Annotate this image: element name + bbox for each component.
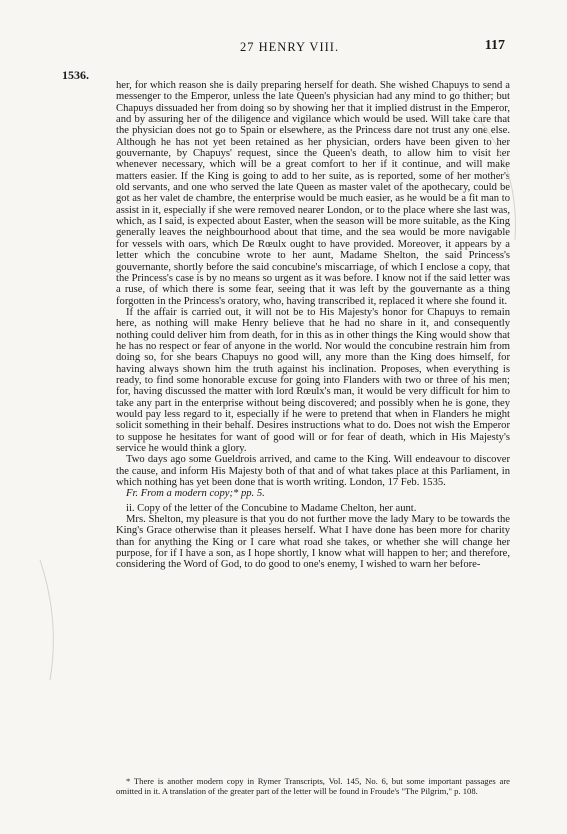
running-head [0, 40, 567, 58]
running-title: 27 HENRY VIII. [240, 40, 340, 54]
enclosure-heading: ii. Copy of the letter of the Concubine to Madame Chelton, her aunt. [126, 502, 417, 514]
footnotes [116, 776, 510, 796]
source-note: Fr. From a modern copy;* pp. 5. [126, 488, 265, 500]
footnote: * There is another modern copy in Rymer Transcripts, Vol. 145, No. 6, but some important passages are omitted in it. A translation of the greater part of the letter will be found in Froude's "The Pilgrim," p. 108. [116, 776, 510, 796]
paragraph-3: Two days ago some Gueldrois arrived, and came to the King. Will endeavour to discover the cause, and inform His Majesty both of that and of what takes place at this Parliament, in which nothing has yet been done that is worth writing. London, 17 Feb. 1535. [116, 454, 510, 489]
body-text [116, 80, 510, 571]
enclosure-text: Mrs. Shelton, my pleasure is that you do not further move the lady Mary to be towards the King's Grace otherwise than it pleases herself. What I have done has been more for charity than for anything the King or I care what road she takes, or whether she will change her purpose, for if I have a son, as I hope shortly, I know what will happen to her; and therefore, considering the Word of God, to do good to one's enemy, I wished to warn her before- [116, 514, 510, 571]
margin-year: 1536. [62, 68, 89, 82]
paragraph-1: her, for which reason she is daily preparing herself for death. She wished Chapuys to send a messenger to the Emperor, unless the late Queen's physician had any mind to go thither; but Chapuys dissuaded her from doing so by showing her that it implied distrust in the Emperor, and by assuring her of the diligence and vigilance which would be used. Will take care that the physician does not go to Spain or elsewhere, as the Princess dare not trust any one else. Although he has not yet been retained as her physician, orders have been given to her gouvernante, by Chapuys' request, since the Queen's death, to allow him to visit her whenever necessary, which will be a great comfort to her if it continue, and will make matters easier. If the King is going to add to her suite, as is reported, some of her mother's old servants, and one who served the late Queen as master valet of the apothecary, could be got as her valet de chambre, the enterprise would be much easier, as he would be a fit man to assist in it, especially if she were removed nearer London, or to the place where she last was, which, as I said, is expected about Easter, when the season will be more suitable, as the King generally leaves the neighbourhood about that time, and the sea would be more navigable for vessels with oars, which De Rœulx ought to have provided. Moreover, it appears by a letter which the concubine wrote to her aunt, Madame Shelton, the said Princess's gouvernante, shortly before the said concubine's miscarriage, of which I enclose a copy, that the Princess's case is by no means so urgent as it was before. I know not if the said letter was a ruse, of which there is some fear, seeing that it was left by the gouvernante as a thing forgotten in the Princess's oratory, who, having transcribed it, replaced it where she found it. [116, 80, 510, 307]
page-number: 117 [484, 38, 505, 53]
paragraph-2: If the affair is carried out, it will not be to His Majesty's honor for Chapuys to remain here, as nothing will make Henry believe that he had no share in it, and consequently nothing could deliver him from death, for in this as in other things the King would show that he has no respect or fear of anyone in the world. Nor would the concubine restrain him from doing so, for she bears Chapuys no good will, any more than the King does himself, for having always shown him the truth against his inclination. Proposes, when everything is ready, to find some honorable excuse for going into Flanders with two or three of his men; for, having discussed the matter with lord Rœulx's man, it would be very difficult for him to take any part in the enterprise without being discovered; and possibly when he is gone, they would pay less regard to it, especially if he were to pretend that when in Flanders he might solicit something in their behalf. Desires instructions what to do. Does not wish the Emperor to suppose he hesitates for want of good will or for fear of death, which in His Majesty's service he would think a glory. [116, 306, 510, 454]
